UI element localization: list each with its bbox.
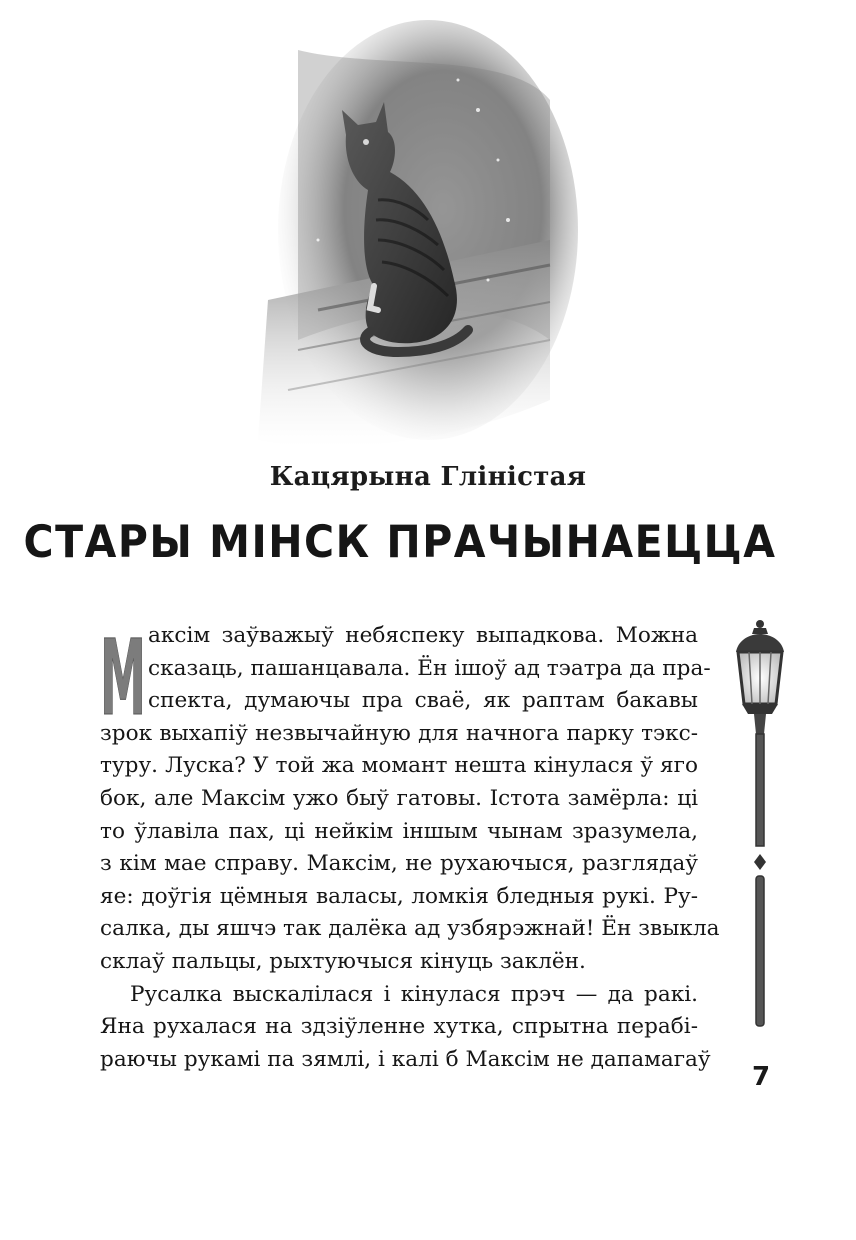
text-line: бок, але Максім ужо быў гатовы. Істота замёрла: ці [100,785,698,811]
text-line: раючы рукамі па зямлі, і калі б Максім не дапамагаў [100,1046,711,1072]
text-line: то ўлавіла пах, ці нейкім іншым чынам зразумела, [100,818,698,844]
chapter-title: СТАРЫ МІНСК ПРАЧЫНАЕЦЦА [23,516,777,568]
street-lamp-icon [728,618,792,1030]
text-line: сказаць, пашанцавала. Ён ішоў ад тэатра да пра- [148,655,711,681]
text-line: яе: доўгія цёмныя валасы, ломкія бледныя рукі. Ру- [100,883,698,909]
author-name: Кацярына Гліністая [269,462,587,492]
story-text [100,620,720,1076]
text-line: спекта, думаючы пра сваё, як раптам бакавы [148,688,698,714]
text-line: Русалка выскалілася і кінулася прэч — да ракі. [130,981,698,1007]
text-line: туру. Луска? У той жа момант нешта кінулася ў яго [100,753,698,779]
text-line: склаў пальцы, рыхтуючыся кінуць заклён. [100,948,586,974]
cat-illustration-icon [258,40,550,458]
text-line: зрок выхапіў незвычайную для начнога парку тэкс- [100,720,698,746]
text-line: салка, ды яшчэ так далёка ад узбярэжнай! Ён звыкла [100,916,720,942]
text-line: з кім мае справу. Максім, не рухаючыся, разглядаў [100,851,698,877]
drop-cap-glyph: М [100,617,146,739]
text-line: Яна рухалася на здзіўленне хутка, спрытна перабі- [100,1014,698,1040]
text-line: аксім заўважыў небяспеку выпадкова. Можна [148,623,698,648]
page-number: 7 [751,1062,771,1092]
